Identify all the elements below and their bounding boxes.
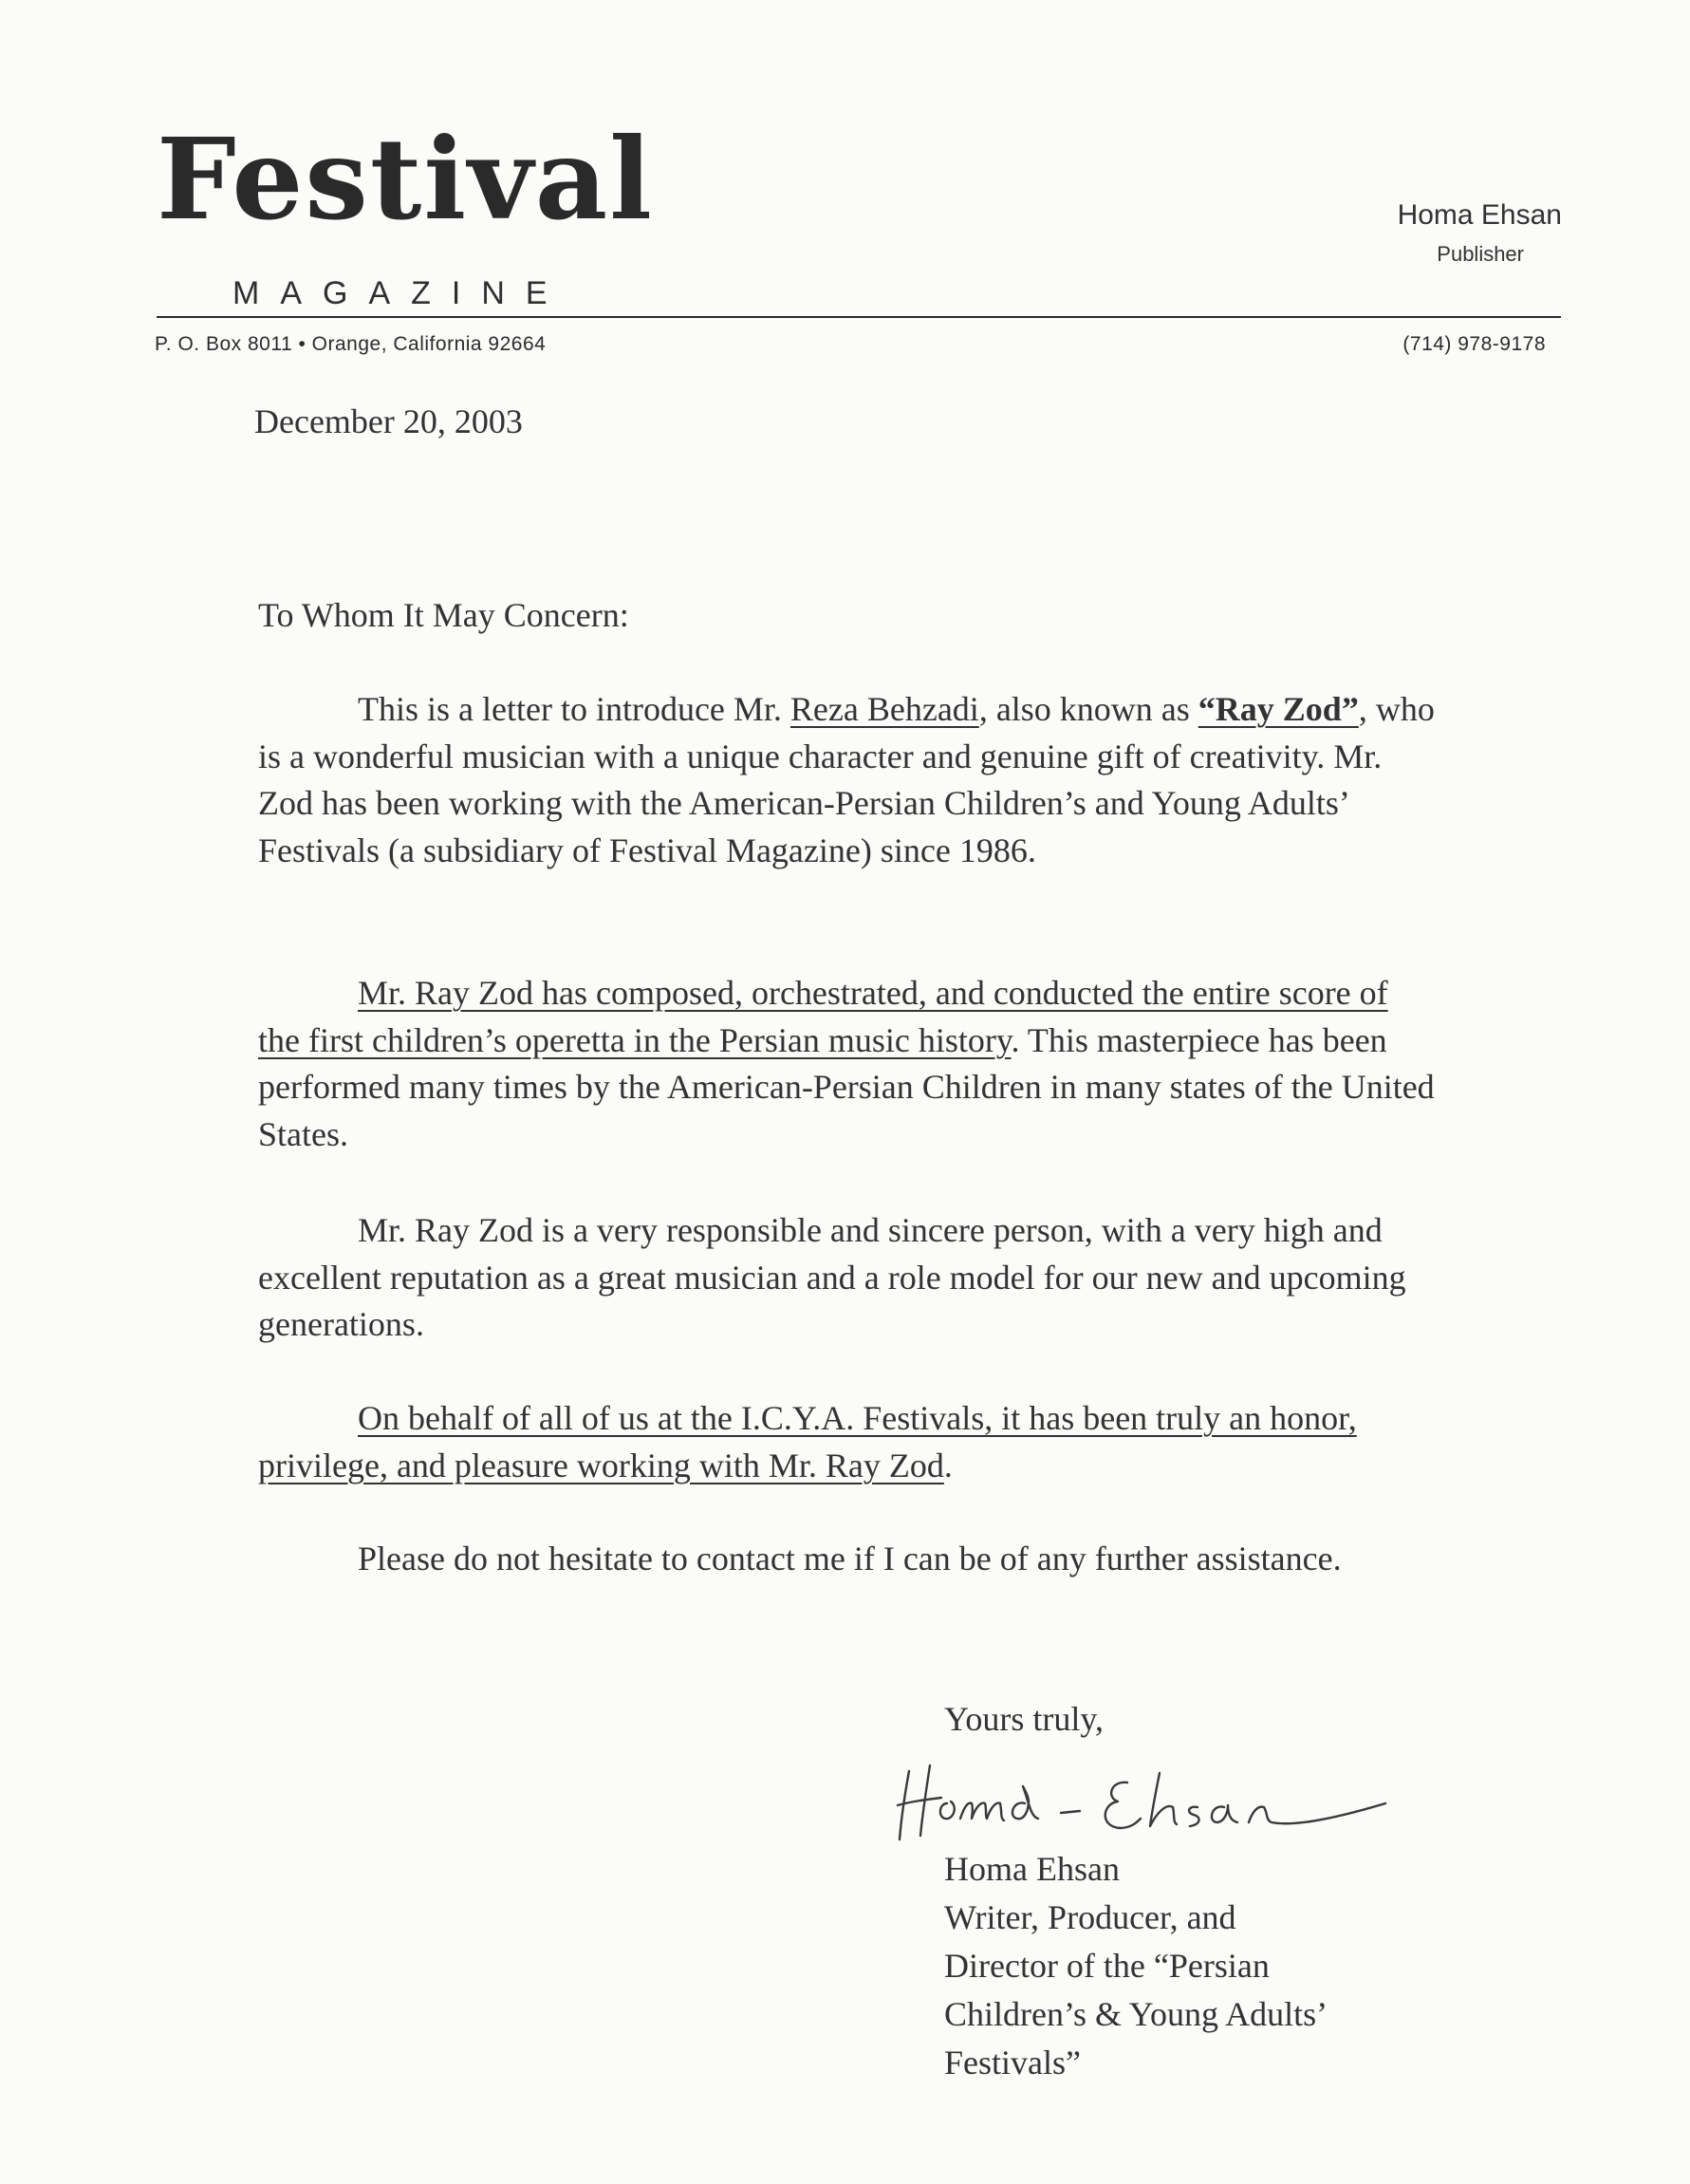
address-line: P. O. Box 8011 • Orange, California 92664 <box>155 333 547 355</box>
signer-title-line-3: Children’s & Young Adults’ <box>944 1995 1328 2033</box>
signature-block <box>944 1845 1328 2087</box>
p1-text-a: This is a letter to introduce Mr. <box>358 690 790 728</box>
paragraph-reputation: Mr. Ray Zod is a very responsible and sincere person, with a very high and excellent reputation as a great musician and a role model for our new and upcoming generations. <box>258 1211 1406 1343</box>
paragraph-honor <box>258 1395 1435 1489</box>
signer-title-line-2: Director of the “Persian <box>944 1947 1270 1985</box>
p1-text-b: , also known as <box>978 690 1198 728</box>
signer-title-line-1: Writer, Producer, and <box>944 1898 1236 1936</box>
publisher-name: Homa Ehsan <box>1397 199 1562 231</box>
paragraph-operetta <box>258 970 1435 1158</box>
paragraph-introduction <box>258 686 1435 874</box>
letterhead-rule <box>157 316 1561 318</box>
publisher-title: Publisher <box>1437 242 1524 266</box>
person-alias: “Ray Zod” <box>1198 690 1359 728</box>
closing: Yours truly, <box>944 1700 1105 1738</box>
letter-date: December 20, 2003 <box>254 402 523 440</box>
signer-title-line-4: Festivals” <box>944 2044 1081 2081</box>
masthead-title: Festival <box>157 113 655 245</box>
p4-rest-text: . <box>943 1446 953 1484</box>
masthead-subtitle: MAGAZINE <box>232 275 568 311</box>
paragraph-contact: Please do not hesitate to contact me if I can be of any further assistance. <box>358 1540 1342 1577</box>
p4-underlined-text: On behalf of all of us at the I.C.Y.A. Festivals, it has been truly an honor, privilege, and pleasure working with Mr. Ray Zod <box>258 1399 1357 1484</box>
phone-number: (714) 978-9178 <box>1402 333 1546 355</box>
signer-name: Homa Ehsan <box>944 1850 1120 1888</box>
p2-underlined-text: Mr. Ray Zod has composed, orchestrated, and conducted the entire score of the first children’s operetta in the Persian music history <box>258 974 1388 1059</box>
salutation: To Whom It May Concern: <box>258 596 629 634</box>
handwritten-signature <box>892 1745 1423 1849</box>
person-name: Reza Behzadi <box>789 690 979 728</box>
p2-rest-text: . This masterpiece has been performed many times by the American-Persian Children in many states of the United States. <box>258 1020 1435 1153</box>
p1-text-c: , who is a wonderful musician with a unique character and genuine gift of creativity. Mr. Zod has been working with the American-Persian Children’s and Young Adults’ Festivals (a subsidiary of Festival Magazine) since 1986. <box>258 690 1435 869</box>
